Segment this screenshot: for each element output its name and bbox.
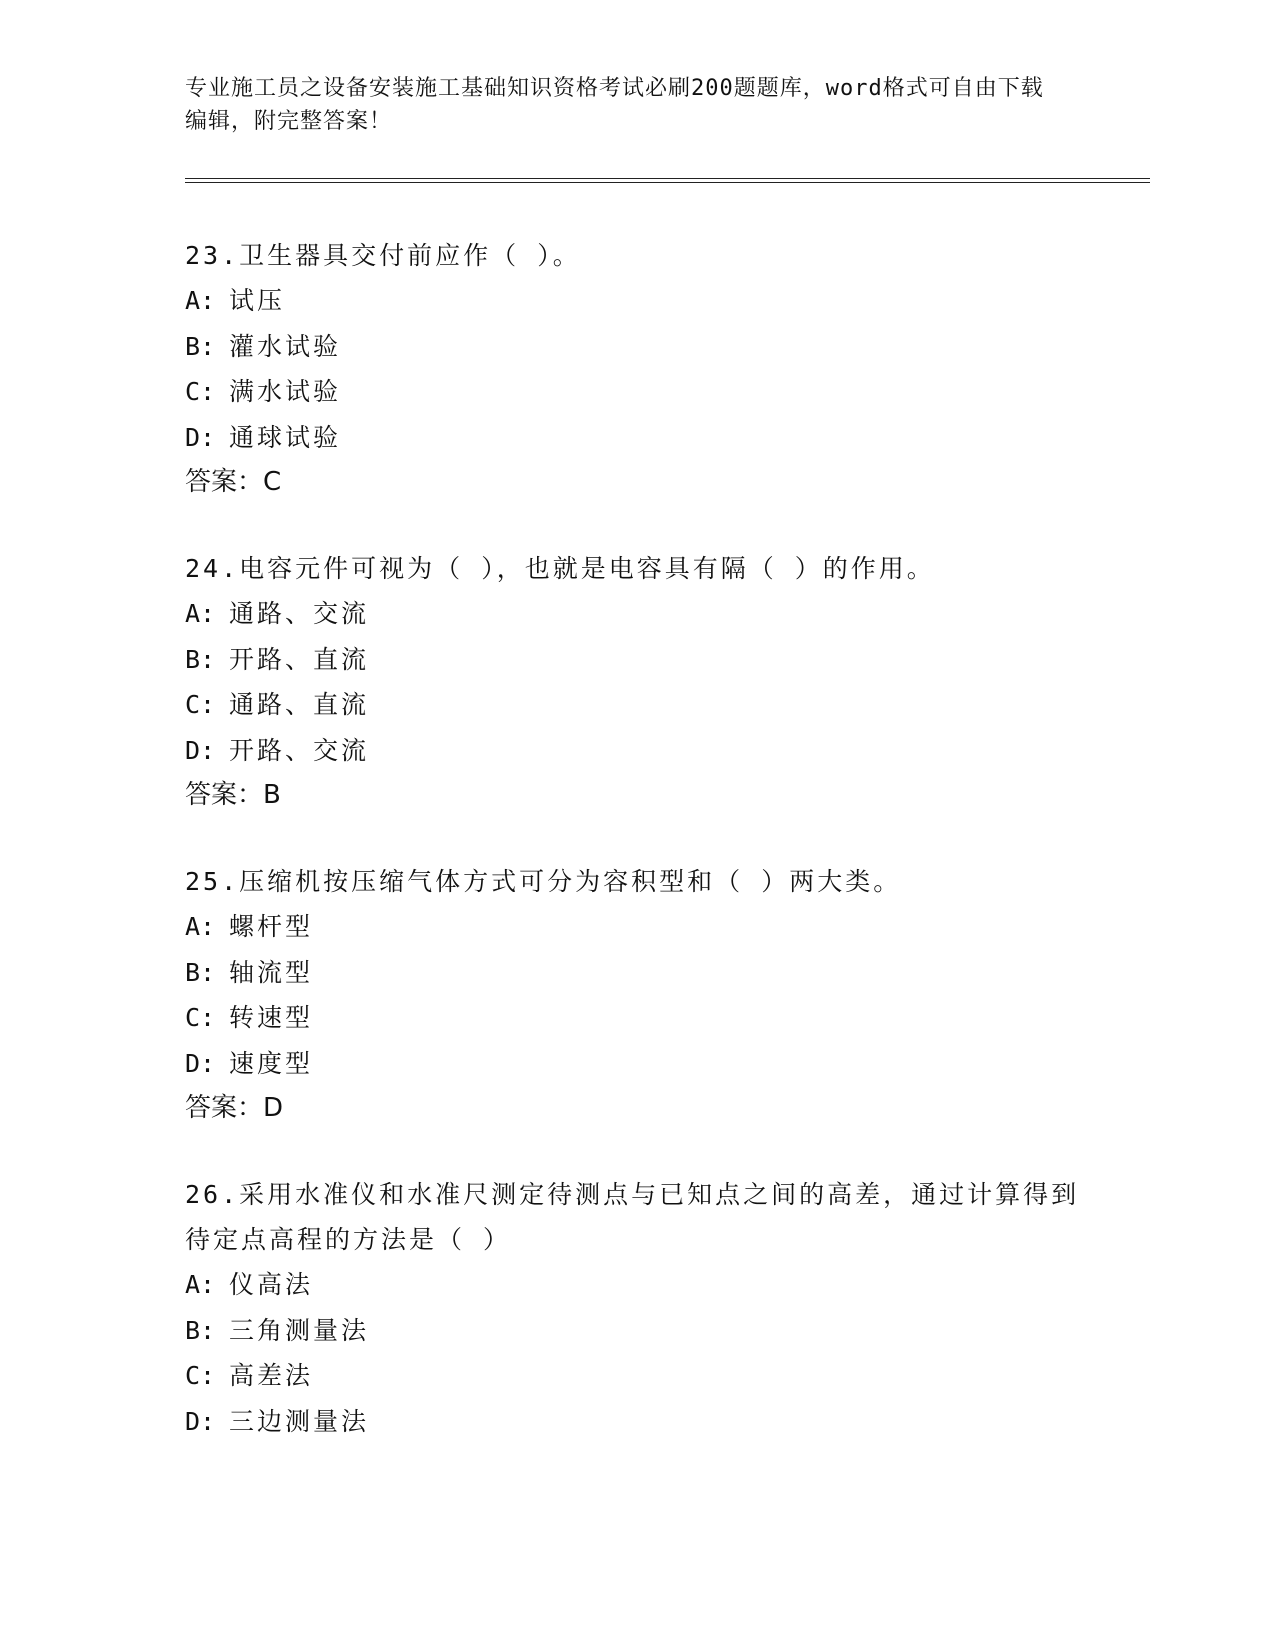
question-23 <box>185 233 1085 505</box>
option-text: 转速型 <box>229 1003 314 1032</box>
option-a <box>185 1262 1085 1308</box>
option-text: 试压 <box>229 286 286 315</box>
option-letter: A: <box>185 1270 216 1299</box>
option-letter: D: <box>185 422 216 452</box>
option-text: 开路、交流 <box>229 735 370 765</box>
document-header: 专业施工员之设备安装施工基础知识资格考试必刷200题题库，word格式可自由下载编辑，附完整答案！ <box>185 76 1044 134</box>
option-text: 螺杆型 <box>229 912 314 941</box>
option-text: 满水试验 <box>229 377 342 406</box>
option-d <box>185 1041 1085 1087</box>
option-letter: D: <box>185 735 216 765</box>
option-b <box>185 324 1085 370</box>
option-letter: B: <box>185 331 216 361</box>
option-letter: B: <box>185 957 216 987</box>
answer-text: 答案：B <box>185 780 281 810</box>
option-c <box>185 1353 1085 1399</box>
question-text: 26.采用水准仪和水准尺测定待测点与已知点之间的高差，通过计算得到待定点高程的方法是（ ） <box>185 1180 1080 1254</box>
option-text: 通球试验 <box>229 422 342 452</box>
question-26 <box>185 1172 1085 1444</box>
option-a <box>185 904 1085 950</box>
option-text: 通路、交流 <box>229 599 370 628</box>
option-letter: C: <box>185 1003 216 1032</box>
option-letter: C: <box>185 377 216 406</box>
option-letter: A: <box>185 912 216 941</box>
option-text: 灌水试验 <box>229 331 342 361</box>
question-text: 25.压缩机按压缩气体方式可分为容积型和（ ）两大类。 <box>185 867 902 896</box>
option-d <box>185 415 1085 461</box>
option-b <box>185 950 1085 996</box>
option-c <box>185 682 1085 728</box>
option-letter: C: <box>185 1361 216 1390</box>
option-a <box>185 278 1085 324</box>
option-text: 通路、直流 <box>229 690 370 719</box>
option-text: 高差法 <box>229 1361 314 1390</box>
option-b <box>185 637 1085 683</box>
question-text: 24.电容元件可视为（ ），也就是电容具有隔（ ）的作用。 <box>185 554 935 583</box>
option-b <box>185 1308 1085 1354</box>
option-letter: B: <box>185 1315 216 1345</box>
header-divider-top <box>185 178 1150 179</box>
option-text: 仪高法 <box>229 1270 314 1299</box>
question-25 <box>185 859 1085 1131</box>
option-text: 轴流型 <box>229 957 314 987</box>
option-letter: D: <box>185 1048 216 1078</box>
option-d <box>185 1399 1085 1445</box>
header-divider-bottom <box>185 182 1150 183</box>
option-c <box>185 995 1085 1041</box>
option-d <box>185 728 1085 774</box>
option-text: 速度型 <box>229 1048 314 1078</box>
option-letter: A: <box>185 599 216 628</box>
question-24 <box>185 546 1085 818</box>
option-a <box>185 591 1085 637</box>
option-text: 三边测量法 <box>229 1406 370 1436</box>
option-c <box>185 369 1085 415</box>
option-letter: A: <box>185 286 216 315</box>
answer-text: 答案：D <box>185 1093 284 1123</box>
option-text: 开路、直流 <box>229 644 370 674</box>
option-letter: B: <box>185 644 216 674</box>
option-letter: C: <box>185 690 216 719</box>
question-list <box>185 233 1085 1485</box>
option-text: 三角测量法 <box>229 1315 370 1345</box>
question-text: 23.卫生器具交付前应作（ ）。 <box>185 241 581 270</box>
answer-text: 答案：C <box>185 467 282 497</box>
option-letter: D: <box>185 1406 216 1436</box>
